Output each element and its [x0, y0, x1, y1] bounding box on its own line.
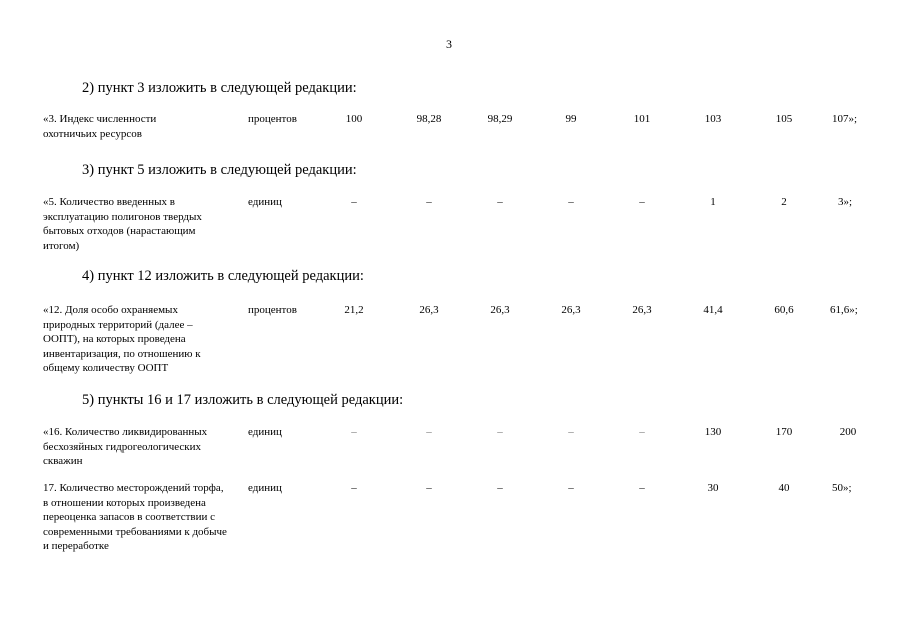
row-name: «5. Количество введенных в эксплуатацию полигонов твердых бытовых отходов (нарастающим итогом)	[43, 196, 202, 252]
row-value: 26,3	[419, 304, 439, 316]
row-value: 100	[345, 113, 363, 125]
row-value: 99	[565, 113, 577, 125]
row-value: 30	[707, 482, 719, 494]
row-unit: единиц	[248, 426, 282, 438]
row-value: 61,6»;	[830, 304, 858, 316]
row-value: 26,3	[490, 304, 510, 316]
row-value: –	[351, 482, 357, 494]
row-value: 98,29	[487, 113, 513, 125]
section-heading: 4) пункт 12 изложить в следующей редакции:	[82, 268, 364, 284]
row-value: 21,2	[344, 304, 364, 316]
section-heading: 5) пункты 16 и 17 изложить в следующей редакции:	[82, 392, 404, 408]
row-value: –	[351, 426, 357, 438]
row-value: 3»;	[838, 196, 853, 208]
row-value: 98,28	[416, 113, 442, 125]
row-value: 170	[775, 426, 793, 438]
row-value: 130	[704, 426, 722, 438]
row-value: 26,3	[632, 304, 652, 316]
row-unit: единиц	[248, 196, 282, 208]
row-unit: процентов	[248, 113, 297, 125]
row-name: «16. Количество ликвидированных бесхозяйных гидрогеологических скважин	[43, 426, 208, 468]
section-heading: 2) пункт 3 изложить в следующей редакции:	[82, 80, 357, 96]
row-name: «12. Доля особо охраняемых природных территорий (далее – ООПТ), на которых проведена инвентаризация, по отношению к общему количеству ООПТ	[43, 304, 201, 375]
row-value: 200	[839, 426, 857, 438]
row-value: –	[426, 196, 432, 208]
row-unit: процентов	[248, 304, 297, 316]
page-number: 3	[446, 37, 452, 51]
row-value: –	[497, 196, 503, 208]
row-value: 41,4	[703, 304, 723, 316]
row-value: 103	[704, 113, 722, 125]
row-value: –	[568, 196, 574, 208]
row-value: –	[639, 426, 645, 438]
row-value: 26,3	[561, 304, 581, 316]
row-value: 101	[633, 113, 651, 125]
row-value: 2	[781, 196, 787, 208]
row-value: –	[497, 482, 503, 494]
row-value: –	[426, 482, 432, 494]
row-value: –	[568, 426, 574, 438]
row-name: 17. Количество месторождений торфа, в отношении которых произведена переоценка запасов в соответствии с современными требованиями к добыче и переработке	[43, 482, 227, 553]
row-value: 107»;	[832, 113, 858, 125]
row-value: 40	[778, 482, 790, 494]
row-unit: единиц	[248, 482, 282, 494]
row-value: –	[426, 426, 432, 438]
row-value: 1	[710, 196, 716, 208]
row-value: –	[497, 426, 503, 438]
row-value: –	[639, 482, 645, 494]
row-value: –	[639, 196, 645, 208]
row-name: «3. Индекс численности охотничьих ресурсов	[43, 113, 157, 140]
row-value: –	[351, 196, 357, 208]
row-value: 60,6	[774, 304, 794, 316]
section-heading: 3) пункт 5 изложить в следующей редакции:	[82, 162, 357, 178]
row-value: 105	[775, 113, 793, 125]
row-value: –	[568, 482, 574, 494]
row-value: 50»;	[832, 482, 852, 494]
